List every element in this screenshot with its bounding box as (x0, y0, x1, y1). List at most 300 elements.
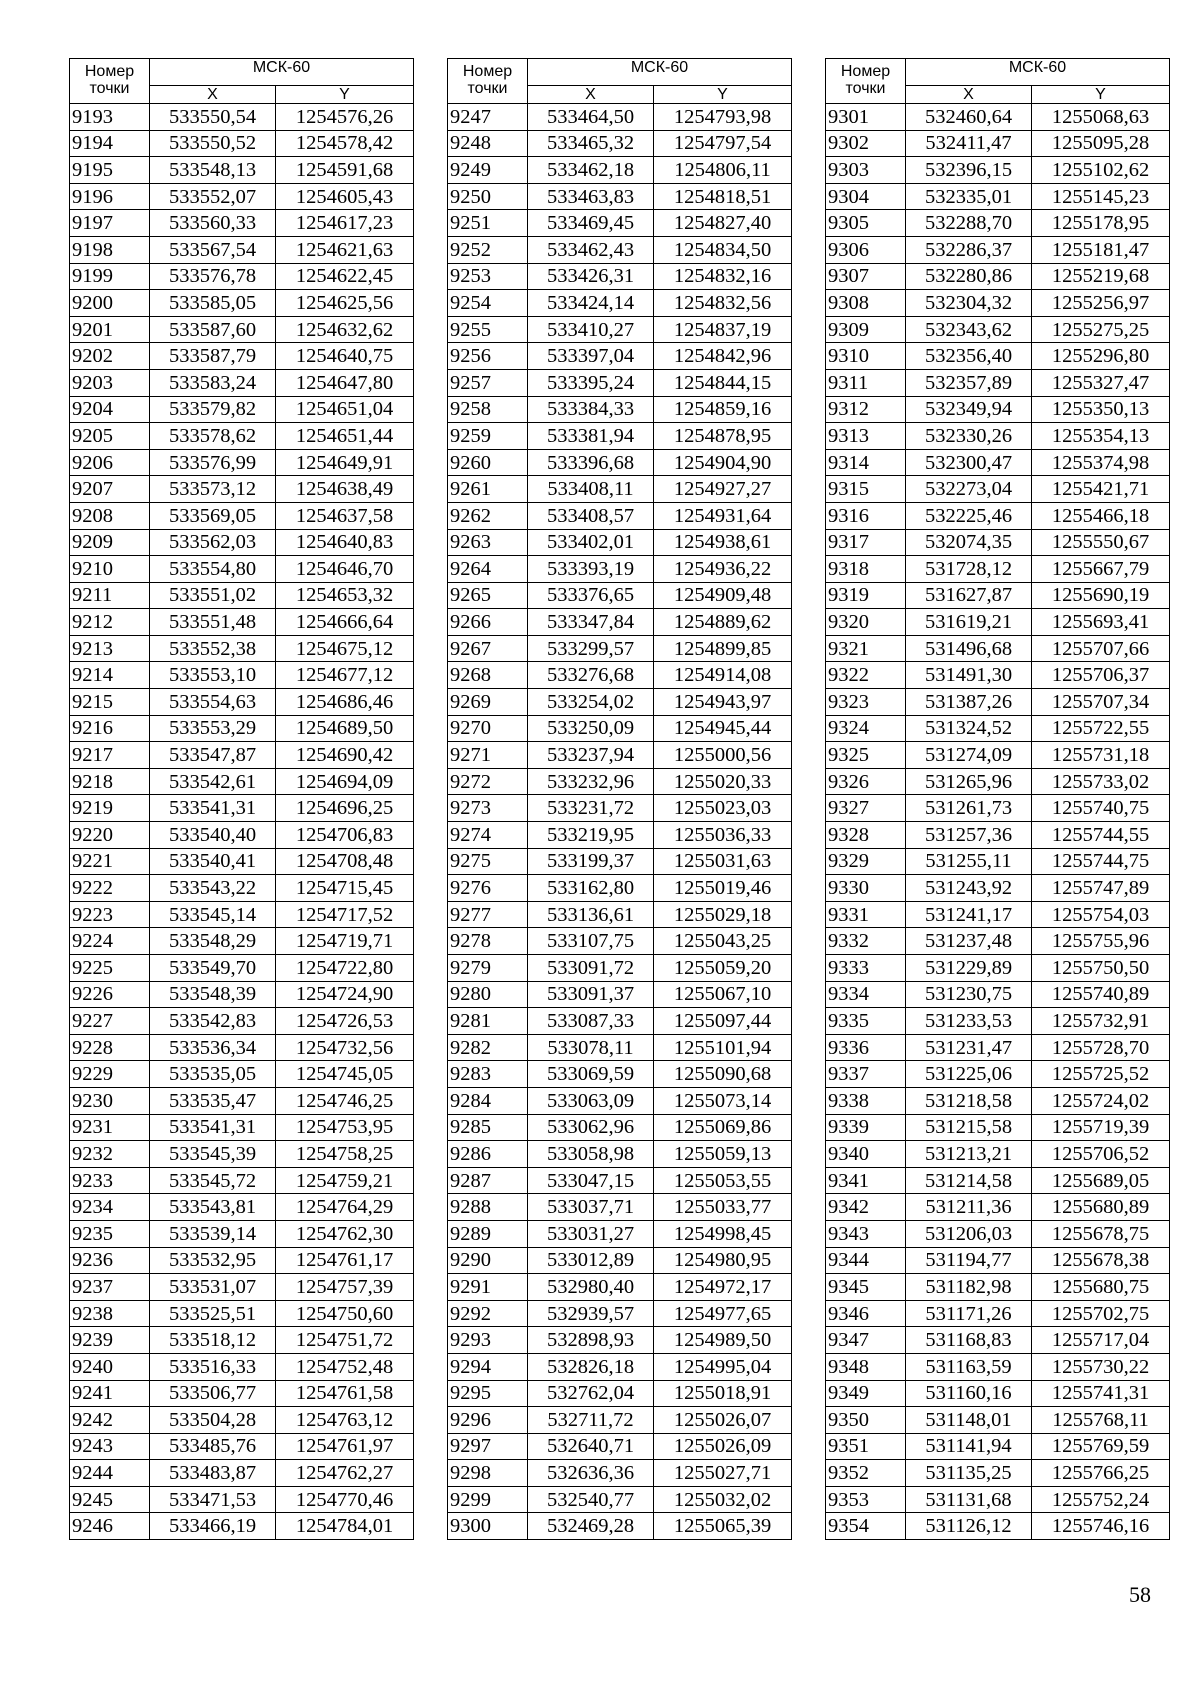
point-number-cell: 9257 (448, 369, 528, 396)
y-coordinate-cell: 1255740,89 (1032, 981, 1170, 1008)
point-number-cell: 9306 (826, 236, 906, 263)
x-coordinate-cell: 532300,47 (906, 449, 1032, 476)
x-coordinate-cell: 532349,94 (906, 396, 1032, 423)
x-coordinate-cell: 533465,32 (528, 130, 654, 157)
x-coordinate-cell: 532280,86 (906, 263, 1032, 290)
table-row (826, 795, 1170, 822)
table-row (826, 1513, 1170, 1540)
table-row (70, 1141, 414, 1168)
table-row (826, 396, 1170, 423)
x-coordinate-cell: 533469,45 (528, 210, 654, 237)
point-number-cell: 9277 (448, 901, 528, 928)
point-number-cell: 9335 (826, 1008, 906, 1035)
table-row (448, 981, 792, 1008)
table-row (70, 981, 414, 1008)
y-coordinate-cell: 1255181,47 (1032, 236, 1170, 263)
x-coordinate-cell: 532980,40 (528, 1274, 654, 1301)
table-row (826, 183, 1170, 210)
table-row (70, 928, 414, 955)
y-coordinate-cell: 1255043,25 (654, 928, 792, 955)
point-number-cell: 9327 (826, 795, 906, 822)
point-number-cell: 9204 (70, 396, 150, 423)
y-coordinate-cell: 1254666,64 (276, 609, 414, 636)
table-row (826, 955, 1170, 982)
y-coordinate-cell: 1255019,46 (654, 875, 792, 902)
y-coordinate-cell: 1254806,11 (654, 157, 792, 184)
x-coordinate-cell: 531126,12 (906, 1513, 1032, 1540)
y-coordinate-cell: 1254818,51 (654, 183, 792, 210)
x-coordinate-cell: 533545,72 (150, 1167, 276, 1194)
y-coordinate-cell: 1254837,19 (654, 316, 792, 343)
x-coordinate-cell: 533542,61 (150, 768, 276, 795)
x-coordinate-cell: 532396,15 (906, 157, 1032, 184)
x-coordinate-cell: 533553,29 (150, 715, 276, 742)
table-row (70, 795, 414, 822)
table-row (826, 1460, 1170, 1487)
table-row (70, 449, 414, 476)
point-number-cell: 9344 (826, 1247, 906, 1274)
x-coordinate-cell: 532286,37 (906, 236, 1032, 263)
table-row (826, 290, 1170, 317)
y-coordinate-cell: 1255296,80 (1032, 343, 1170, 370)
x-coordinate-cell: 533087,33 (528, 1008, 654, 1035)
y-coordinate-cell: 1255768,11 (1032, 1407, 1170, 1434)
x-coordinate-cell: 533107,75 (528, 928, 654, 955)
y-coordinate-cell: 1255097,44 (654, 1008, 792, 1035)
y-coordinate-cell: 1254694,09 (276, 768, 414, 795)
table-row (448, 104, 792, 131)
y-header: Y (276, 86, 414, 104)
y-coordinate-cell: 1254746,25 (276, 1087, 414, 1114)
y-coordinate-cell: 1254591,68 (276, 157, 414, 184)
x-coordinate-cell: 533393,19 (528, 556, 654, 583)
x-coordinate-cell: 532640,71 (528, 1433, 654, 1460)
point-number-cell: 9346 (826, 1300, 906, 1327)
table-row (826, 1034, 1170, 1061)
x-coordinate-cell: 531491,30 (906, 662, 1032, 689)
table-row (826, 1486, 1170, 1513)
x-coordinate-cell: 533254,02 (528, 689, 654, 716)
y-coordinate-cell: 1254842,96 (654, 343, 792, 370)
table-row (826, 742, 1170, 769)
coordinates-table-3 (825, 58, 1170, 1540)
y-coordinate-cell: 1255680,89 (1032, 1194, 1170, 1221)
x-coordinate-cell: 533250,09 (528, 715, 654, 742)
x-coordinate-cell: 533536,34 (150, 1034, 276, 1061)
y-coordinate-cell: 1255728,70 (1032, 1034, 1170, 1061)
x-coordinate-cell: 533548,29 (150, 928, 276, 955)
x-coordinate-cell: 533037,71 (528, 1194, 654, 1221)
y-coordinate-cell: 1254708,48 (276, 848, 414, 875)
coord-system-header: МСК-60 (906, 59, 1170, 86)
x-coordinate-cell: 531141,94 (906, 1433, 1032, 1460)
table-row (70, 130, 414, 157)
x-coordinate-cell: 533237,94 (528, 742, 654, 769)
x-header: X (906, 86, 1032, 104)
point-number-cell: 9213 (70, 635, 150, 662)
table-row (70, 556, 414, 583)
y-coordinate-cell: 1254617,23 (276, 210, 414, 237)
x-coordinate-cell: 533464,50 (528, 104, 654, 131)
point-number-cell: 9205 (70, 423, 150, 450)
x-coordinate-cell: 533384,33 (528, 396, 654, 423)
table-row (70, 1433, 414, 1460)
point-number-cell: 9319 (826, 582, 906, 609)
table-row (826, 236, 1170, 263)
x-coordinate-cell: 533483,87 (150, 1460, 276, 1487)
point-number-cell: 9328 (826, 822, 906, 849)
point-number-cell: 9324 (826, 715, 906, 742)
table-row (826, 715, 1170, 742)
y-coordinate-cell: 1255354,13 (1032, 423, 1170, 450)
table-row (448, 210, 792, 237)
x-coordinate-cell: 533567,54 (150, 236, 276, 263)
y-coordinate-cell: 1254625,56 (276, 290, 414, 317)
point-number-cell: 9236 (70, 1247, 150, 1274)
point-number-cell: 9194 (70, 130, 150, 157)
y-coordinate-cell: 1254732,56 (276, 1034, 414, 1061)
table-row (826, 928, 1170, 955)
point-number-cell: 9198 (70, 236, 150, 263)
y-coordinate-cell: 1255068,63 (1032, 104, 1170, 131)
x-coordinate-cell: 533516,33 (150, 1353, 276, 1380)
y-coordinate-cell: 1254719,71 (276, 928, 414, 955)
x-coordinate-cell: 531194,77 (906, 1247, 1032, 1274)
y-coordinate-cell: 1254945,44 (654, 715, 792, 742)
coord-system-header: МСК-60 (528, 59, 792, 86)
x-coordinate-cell: 533553,10 (150, 662, 276, 689)
x-coordinate-cell: 531237,48 (906, 928, 1032, 955)
y-coordinate-cell: 1254758,25 (276, 1141, 414, 1168)
table-row (70, 1008, 414, 1035)
point-number-cell: 9258 (448, 396, 528, 423)
point-number-cell: 9246 (70, 1513, 150, 1540)
x-coordinate-cell: 533381,94 (528, 423, 654, 450)
table-row (826, 423, 1170, 450)
table-row (70, 768, 414, 795)
y-coordinate-cell: 1255717,04 (1032, 1327, 1170, 1354)
point-number-cell: 9286 (448, 1141, 528, 1168)
point-number-cell: 9267 (448, 635, 528, 662)
point-number-cell: 9221 (70, 848, 150, 875)
y-coordinate-cell: 1254637,58 (276, 502, 414, 529)
point-number-cell: 9315 (826, 476, 906, 503)
point-number-cell: 9262 (448, 502, 528, 529)
y-coordinate-cell: 1254827,40 (654, 210, 792, 237)
x-coordinate-cell: 532540,77 (528, 1486, 654, 1513)
table-row (70, 1194, 414, 1221)
table-row (826, 981, 1170, 1008)
point-number-cell: 9201 (70, 316, 150, 343)
y-coordinate-cell: 1255327,47 (1032, 369, 1170, 396)
point-number-cell: 9293 (448, 1327, 528, 1354)
y-coordinate-cell: 1254914,08 (654, 662, 792, 689)
table-row (448, 662, 792, 689)
table-row (70, 236, 414, 263)
x-coordinate-cell: 532826,18 (528, 1353, 654, 1380)
y-coordinate-cell: 1255026,09 (654, 1433, 792, 1460)
point-number-cell: 9348 (826, 1353, 906, 1380)
table-row (448, 1380, 792, 1407)
point-number-cell: 9320 (826, 609, 906, 636)
point-number-cell: 9276 (448, 875, 528, 902)
y-header: Y (654, 86, 792, 104)
point-number-cell: 9273 (448, 795, 528, 822)
y-coordinate-cell: 1255032,02 (654, 1486, 792, 1513)
point-number-cell: 9211 (70, 582, 150, 609)
table-row (448, 1034, 792, 1061)
table-row (70, 1327, 414, 1354)
table-row (448, 1061, 792, 1088)
x-coordinate-cell: 532225,46 (906, 502, 1032, 529)
table-row (448, 396, 792, 423)
x-coordinate-cell: 533462,43 (528, 236, 654, 263)
point-number-cell: 9301 (826, 104, 906, 131)
x-coordinate-cell: 533543,22 (150, 875, 276, 902)
table-row (448, 582, 792, 609)
point-number-cell: 9340 (826, 1141, 906, 1168)
y-coordinate-cell: 1255755,96 (1032, 928, 1170, 955)
table-row (448, 423, 792, 450)
x-coordinate-cell: 531257,36 (906, 822, 1032, 849)
y-coordinate-cell: 1254936,22 (654, 556, 792, 583)
x-coordinate-cell: 532343,62 (906, 316, 1032, 343)
table-row (826, 689, 1170, 716)
y-coordinate-cell: 1254762,27 (276, 1460, 414, 1487)
point-number-cell: 9252 (448, 236, 528, 263)
table-row (70, 1486, 414, 1513)
point-number-cell: 9281 (448, 1008, 528, 1035)
table-row (448, 1300, 792, 1327)
y-coordinate-cell: 1255036,33 (654, 822, 792, 849)
y-coordinate-cell: 1254980,95 (654, 1247, 792, 1274)
point-number-cell: 9229 (70, 1061, 150, 1088)
table-row (448, 1407, 792, 1434)
x-coordinate-cell: 532330,26 (906, 423, 1032, 450)
y-coordinate-cell: 1255026,07 (654, 1407, 792, 1434)
y-coordinate-cell: 1254793,98 (654, 104, 792, 131)
y-coordinate-cell: 1255067,10 (654, 981, 792, 1008)
table-row (70, 369, 414, 396)
point-number-cell: 9206 (70, 449, 150, 476)
table-row (448, 822, 792, 849)
point-number-cell: 9275 (448, 848, 528, 875)
x-coordinate-cell: 533031,27 (528, 1220, 654, 1247)
table-row (70, 183, 414, 210)
table-row (448, 1220, 792, 1247)
y-coordinate-cell: 1255350,13 (1032, 396, 1170, 423)
point-number-cell: 9222 (70, 875, 150, 902)
point-number-cell: 9255 (448, 316, 528, 343)
table-row (70, 1167, 414, 1194)
point-number-cell: 9225 (70, 955, 150, 982)
y-coordinate-cell: 1254784,01 (276, 1513, 414, 1540)
x-coordinate-cell: 531274,09 (906, 742, 1032, 769)
y-coordinate-cell: 1254762,30 (276, 1220, 414, 1247)
x-coordinate-cell: 533518,12 (150, 1327, 276, 1354)
x-coordinate-cell: 533585,05 (150, 290, 276, 317)
x-coordinate-cell: 533058,98 (528, 1141, 654, 1168)
x-coordinate-cell: 533543,81 (150, 1194, 276, 1221)
x-coordinate-cell: 533408,57 (528, 502, 654, 529)
x-coordinate-cell: 532411,47 (906, 130, 1032, 157)
y-coordinate-cell: 1255053,55 (654, 1167, 792, 1194)
x-coordinate-cell: 533554,80 (150, 556, 276, 583)
point-number-cell: 9271 (448, 742, 528, 769)
x-coordinate-cell: 533471,53 (150, 1486, 276, 1513)
y-coordinate-cell: 1255059,13 (654, 1141, 792, 1168)
table-row (70, 157, 414, 184)
y-coordinate-cell: 1254722,80 (276, 955, 414, 982)
y-coordinate-cell: 1254576,26 (276, 104, 414, 131)
y-coordinate-cell: 1254832,56 (654, 290, 792, 317)
table-row (448, 157, 792, 184)
point-number-cell: 9239 (70, 1327, 150, 1354)
table-row (826, 1008, 1170, 1035)
y-coordinate-cell: 1255256,97 (1032, 290, 1170, 317)
x-coordinate-cell: 531324,52 (906, 715, 1032, 742)
point-number-cell: 9305 (826, 210, 906, 237)
point-number-cell: 9235 (70, 1220, 150, 1247)
table-row (826, 1167, 1170, 1194)
point-number-cell: 9259 (448, 423, 528, 450)
x-coordinate-cell: 533402,01 (528, 529, 654, 556)
table-row (448, 316, 792, 343)
table-row (70, 609, 414, 636)
y-coordinate-cell: 1254878,95 (654, 423, 792, 450)
table-row (826, 1114, 1170, 1141)
page-number: 58 (1129, 1582, 1151, 1607)
y-coordinate-cell: 1254832,16 (654, 263, 792, 290)
y-coordinate-cell: 1254995,04 (654, 1353, 792, 1380)
table-row (448, 236, 792, 263)
x-coordinate-cell: 533162,80 (528, 875, 654, 902)
y-coordinate-cell: 1255731,18 (1032, 742, 1170, 769)
point-number-cell: 9272 (448, 768, 528, 795)
y-coordinate-cell: 1254753,95 (276, 1114, 414, 1141)
x-coordinate-cell: 533395,24 (528, 369, 654, 396)
x-coordinate-cell: 531233,53 (906, 1008, 1032, 1035)
y-coordinate-cell: 1254690,42 (276, 742, 414, 769)
x-coordinate-cell: 532335,01 (906, 183, 1032, 210)
point-number-cell: 9311 (826, 369, 906, 396)
table-row (826, 1220, 1170, 1247)
x-coordinate-cell: 531243,92 (906, 875, 1032, 902)
table-row (70, 343, 414, 370)
point-number-cell: 9341 (826, 1167, 906, 1194)
y-coordinate-cell: 1255689,05 (1032, 1167, 1170, 1194)
table-row (448, 635, 792, 662)
table-row (448, 263, 792, 290)
point-number-cell: 9336 (826, 1034, 906, 1061)
point-number-cell: 9244 (70, 1460, 150, 1487)
point-number-cell: 9268 (448, 662, 528, 689)
point-number-cell: 9223 (70, 901, 150, 928)
x-coordinate-cell: 533535,47 (150, 1087, 276, 1114)
y-coordinate-cell: 1254640,75 (276, 343, 414, 370)
x-coordinate-cell: 531213,21 (906, 1141, 1032, 1168)
x-coordinate-cell: 533540,41 (150, 848, 276, 875)
y-coordinate-cell: 1255769,59 (1032, 1433, 1170, 1460)
y-coordinate-cell: 1254640,83 (276, 529, 414, 556)
y-coordinate-cell: 1255102,62 (1032, 157, 1170, 184)
table-row (70, 901, 414, 928)
point-number-cell: 9233 (70, 1167, 150, 1194)
point-number-cell: 9316 (826, 502, 906, 529)
x-coordinate-cell: 533576,99 (150, 449, 276, 476)
y-coordinate-cell: 1254726,53 (276, 1008, 414, 1035)
y-coordinate-cell: 1255754,03 (1032, 901, 1170, 928)
y-coordinate-cell: 1255678,75 (1032, 1220, 1170, 1247)
x-coordinate-cell: 533408,11 (528, 476, 654, 503)
point-number-cell: 9202 (70, 343, 150, 370)
x-coordinate-cell: 531229,89 (906, 955, 1032, 982)
point-number-cell: 9285 (448, 1114, 528, 1141)
point-number-cell: 9274 (448, 822, 528, 849)
table-row (70, 848, 414, 875)
y-coordinate-cell: 1254844,15 (654, 369, 792, 396)
table-row (70, 742, 414, 769)
y-coordinate-cell: 1255178,95 (1032, 210, 1170, 237)
point-number-cell: 9353 (826, 1486, 906, 1513)
y-coordinate-cell: 1254927,27 (654, 476, 792, 503)
table-row (70, 1247, 414, 1274)
y-coordinate-cell: 1255724,02 (1032, 1087, 1170, 1114)
x-coordinate-cell: 533535,05 (150, 1061, 276, 1088)
x-coordinate-cell: 533012,89 (528, 1247, 654, 1274)
table-row (826, 316, 1170, 343)
coord-system-header: МСК-60 (150, 59, 414, 86)
point-number-cell: 9289 (448, 1220, 528, 1247)
table-row (70, 662, 414, 689)
y-coordinate-cell: 1255707,66 (1032, 635, 1170, 662)
table-row (448, 928, 792, 955)
y-coordinate-cell: 1254998,45 (654, 1220, 792, 1247)
x-coordinate-cell: 533466,19 (150, 1513, 276, 1540)
point-number-cell: 9304 (826, 183, 906, 210)
x-coordinate-cell: 531265,96 (906, 768, 1032, 795)
point-number-cell: 9298 (448, 1460, 528, 1487)
point-number-cell: 9309 (826, 316, 906, 343)
x-coordinate-cell: 531211,36 (906, 1194, 1032, 1221)
table-row (70, 104, 414, 131)
y-coordinate-cell: 1255069,86 (654, 1114, 792, 1141)
point-number-cell: 9247 (448, 104, 528, 131)
y-coordinate-cell: 1254651,44 (276, 423, 414, 450)
point-number-cell: 9314 (826, 449, 906, 476)
x-coordinate-cell: 533548,13 (150, 157, 276, 184)
point-number-cell: 9350 (826, 1407, 906, 1434)
x-coordinate-cell: 531160,16 (906, 1380, 1032, 1407)
table-row (826, 449, 1170, 476)
x-coordinate-cell: 531230,75 (906, 981, 1032, 1008)
table-row (70, 1513, 414, 1540)
table-row (448, 1167, 792, 1194)
x-coordinate-cell: 533136,61 (528, 901, 654, 928)
point-number-cell: 9224 (70, 928, 150, 955)
table-row (826, 1087, 1170, 1114)
table-row (448, 715, 792, 742)
table-row (448, 183, 792, 210)
point-number-cell: 9208 (70, 502, 150, 529)
table-row (826, 263, 1170, 290)
point-number-cell: 9290 (448, 1247, 528, 1274)
y-coordinate-cell: 1255750,50 (1032, 955, 1170, 982)
point-number-cell: 9347 (826, 1327, 906, 1354)
point-number-cell: 9321 (826, 635, 906, 662)
y-coordinate-cell: 1254977,65 (654, 1300, 792, 1327)
point-number-cell: 9242 (70, 1407, 150, 1434)
